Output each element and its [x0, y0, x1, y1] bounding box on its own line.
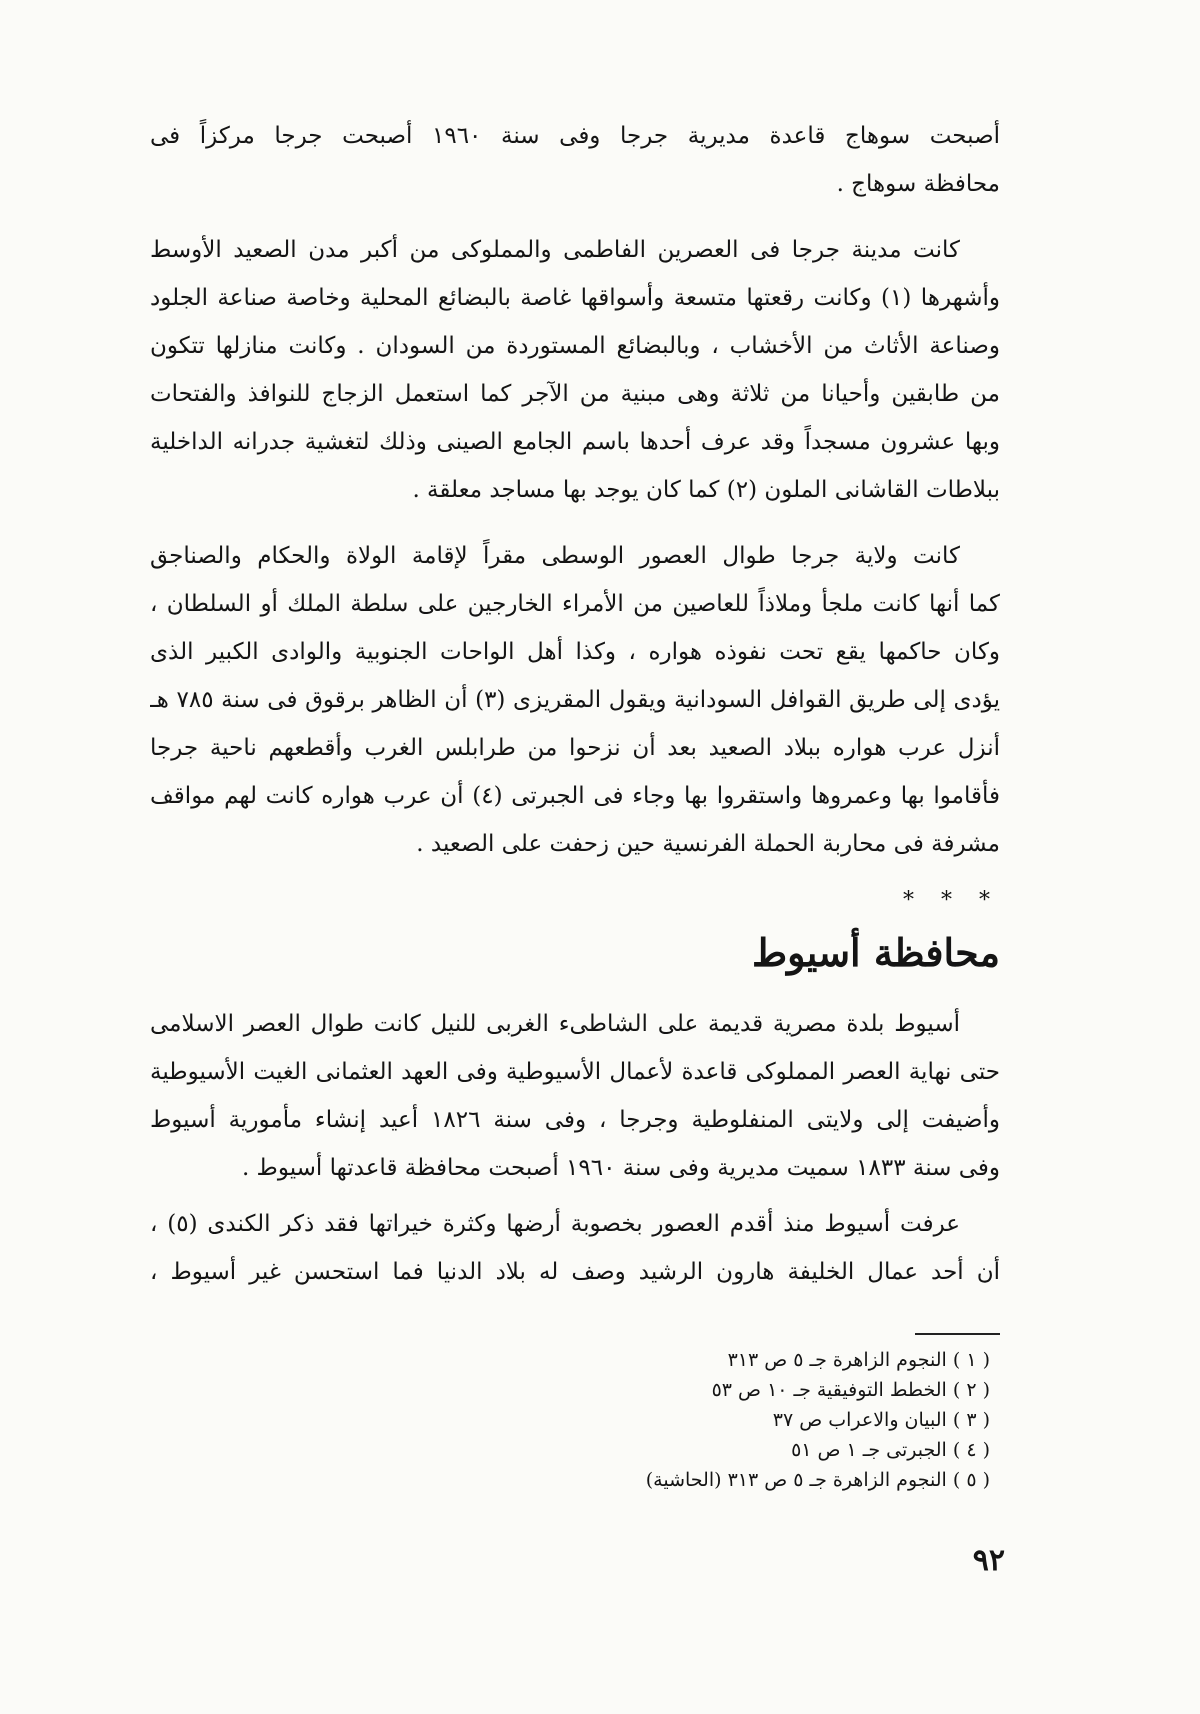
text-line: وبها عشرون مسجداً وقد عرف أحدها باسم الجامع الصينى وذلك لتغشية جدرانه الداخلية — [150, 429, 1000, 455]
text-line: وكان حاكمها يقع تحت نفوذه هواره ، وكذا أهل الواحات الجنوبية والوادى الكبير الذى — [150, 639, 1000, 665]
paragraph — [150, 1200, 1000, 1296]
text-line: فأقاموا بها وعمروها واستقروا بها وجاء فى الجبرتى (٤) أن عرب هواره كانت لهم مواقف — [150, 783, 1000, 809]
text-line: يؤدى إلى طريق القوافل السودانية ويقول المقريزى (٣) أن الظاهر برقوق فى سنة ٧٨٥ هـ — [150, 687, 1000, 713]
text-line: وصناعة الأثاث من الأخشاب ، وبالبضائع المستوردة من السودان . وكانت منازلها تتكون — [150, 333, 1000, 359]
text-line: وفى سنة ١٨٣٣ سميت مديرية وفى سنة ١٩٦٠ أصبحت محافظة قاعدتها أسيوط . — [241, 1155, 1000, 1181]
paragraph — [150, 1000, 1000, 1192]
text-line: حتى نهاية العصر المملوكى قاعدة لأعمال الأسيوطية وفى العهد العثمانى الغيت الأسيوطية — [150, 1059, 1000, 1085]
text-line: أصبحت سوهاج قاعدة مديرية جرجا وفى سنة ١٩٦٠ أصبحت جرجا مركزاً فى — [150, 123, 1000, 149]
text-line: وأشهرها (١) وكانت رقعتها متسعة وأسواقها غاصة بالبضائع المحلية وخاصة صناعة الجلود — [150, 285, 1000, 311]
footnote: ( ١ ) النجوم الزاهرة جـ ٥ ص ٣١٣ — [727, 1349, 990, 1371]
text-line: من طابقين وأحيانا من ثلاثة وهى مبنية من الآجر كما استعمل الزجاج للنوافذ والفتحات — [150, 381, 1000, 407]
page-body — [150, 112, 1000, 1296]
text-line: كما أنها كانت ملجأ وملاذاً للعاصين من الأمراء الخارجين على سلطة الملك أو السلطان ، — [150, 591, 1000, 617]
section-heading: محافظة أسيوط — [751, 930, 1000, 975]
text-line: وأضيفت إلى ولايتى المنفلوطية وجرجا ، وفى سنة ١٨٢٦ أعيد إنشاء مأمورية أسيوط — [150, 1107, 1000, 1133]
text-line: ببلاطات القاشانى الملون (٢) كما كان يوجد بها مساجد معلقة . — [412, 477, 1000, 503]
footnote-divider — [915, 1333, 1000, 1335]
text-line: كانت ولاية جرجا طوال العصور الوسطى مقراً لإقامة الولاة والحكام والصناجق — [150, 543, 960, 569]
footnote: ( ٤ ) الجبرتى جـ ١ ص ٥١ — [791, 1439, 990, 1461]
footnote: ( ٥ ) النجوم الزاهرة جـ ٥ ص ٣١٣ (الحاشية) — [645, 1469, 990, 1491]
text-line: عرفت أسيوط منذ أقدم العصور بخصوبة أرضها وكثرة خيراتها فقد ذكر الكندى (٥) ، — [150, 1211, 960, 1237]
footnote: ( ٢ ) الخطط التوفيقية جـ ١٠ ص ٥٣ — [711, 1379, 990, 1401]
text-line: محافظة سوهاج . — [836, 171, 1000, 197]
paragraph — [150, 112, 1000, 208]
text-line: كانت مدينة جرجا فى العصرين الفاطمى والمملوكى من أكبر مدن الصعيد الأوسط — [150, 237, 960, 263]
paragraph — [150, 532, 1000, 868]
footnotes — [646, 1345, 990, 1495]
text-line: أن أحد عمال الخليفة هارون الرشيد وصف له بلاد الدنيا فما استحسن غير أسيوط ، — [150, 1259, 1000, 1285]
page-number: ٩٢ — [972, 1543, 1005, 1578]
text-line: أسيوط بلدة مصرية قديمة على الشاطىء الغربى للنيل كانت طوال العصر الاسلامى — [150, 1011, 960, 1037]
text-line: أنزل عرب هواره ببلاد الصعيد بعد أن نزحوا من طرابلس الغرب وأقطعهم ناحية جرجا — [150, 735, 1000, 761]
section-separator: * * * — [903, 888, 1000, 913]
paragraph — [150, 226, 1000, 514]
text-line: مشرفة فى محاربة الحملة الفرنسية حين زحفت على الصعيد . — [416, 831, 1000, 857]
footnote: ( ٣ ) البيان والاعراب ص ٣٧ — [772, 1409, 990, 1431]
